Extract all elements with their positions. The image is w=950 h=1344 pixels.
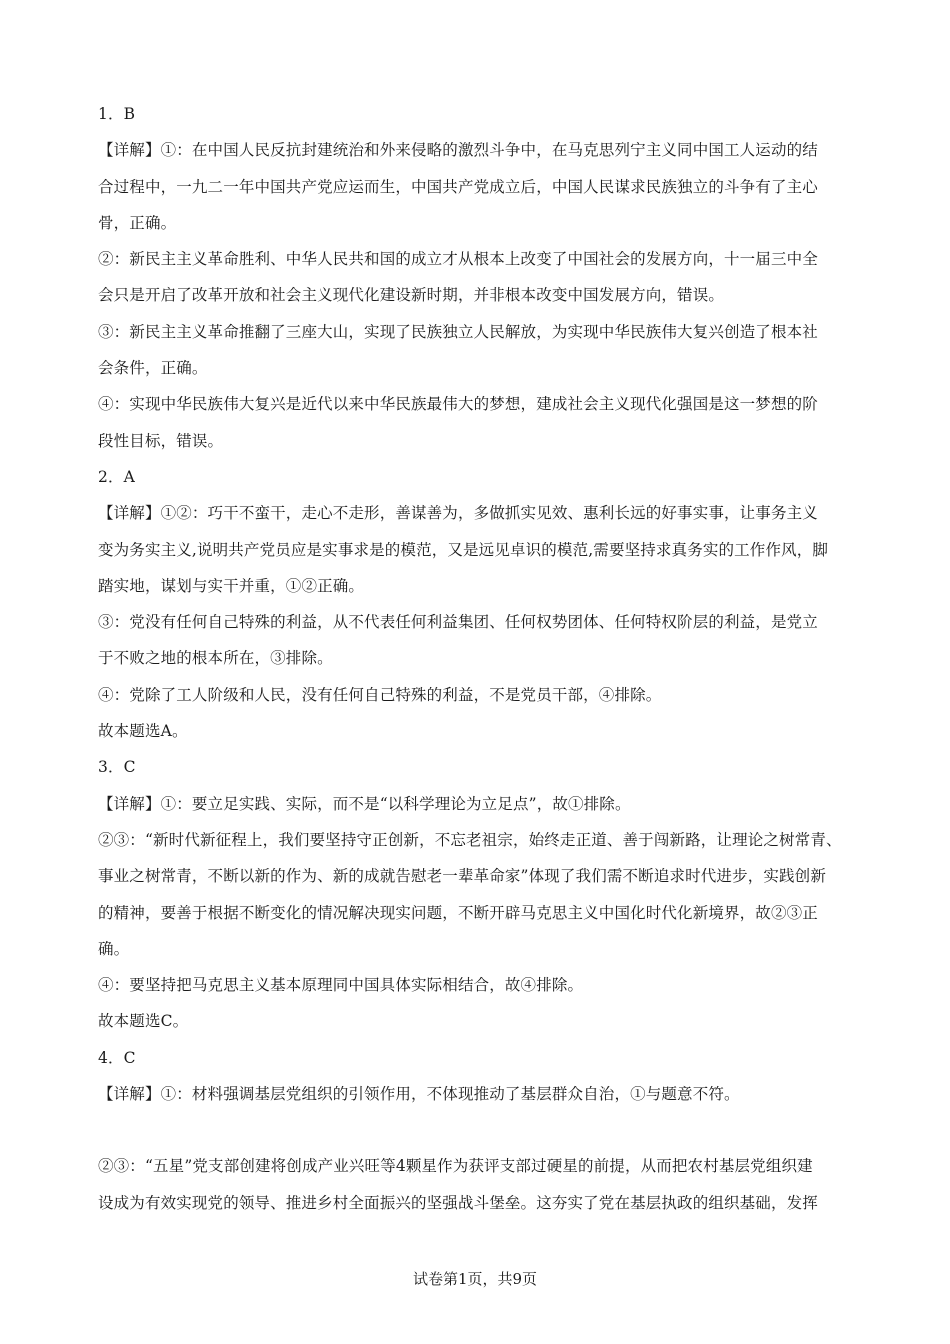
page-footer: 试卷第1页，共9页	[412, 1270, 538, 1288]
text-line: 会只是开启了改革开放和社会主义现代化建设新时期，并非根本改变中国发展方向，错误。	[98, 286, 725, 305]
text-line: 骨，正确。	[98, 213, 177, 232]
text-line: 【详解】①②：巧干不蛮干，走心不走形，善谋善为，多做抓实见效、惠利长远的好事实事，让事务主义	[98, 504, 818, 523]
text-line: 3．C	[98, 758, 136, 777]
text-line: 的精神，要善于根据不断变化的情况解决现实问题，不断开辟马克思主义中国化时代化新境界，故②③正	[98, 903, 818, 922]
text-line: ④：要坚持把马克思主义基本原理同中国具体实际相结合，故④排除。	[98, 976, 584, 995]
text-line: 确。	[98, 939, 130, 958]
text-line: ④：实现中华民族伟大复兴是近代以来中华民族最伟大的梦想，建成社会主义现代化强国是这一梦想的阶	[98, 395, 818, 414]
text-line: 段性目标，错误。	[98, 431, 224, 450]
text-line: ③：新民主主义革命推翻了三座大山，实现了民族独立人民解放，为实现中华民族伟大复兴创造了根本社	[98, 322, 818, 341]
text-line: ④：党除了工人阶级和人民，没有任何自己特殊的利益，不是党员干部，④排除。	[98, 685, 662, 704]
text-line: ②：新民主主义革命胜利、中华人民共和国的成立才从根本上改变了中国社会的发展方向，十一届三中全	[98, 250, 818, 269]
text-line: 【详解】①：材料强调基层党组织的引领作用，不体现推动了基层群众自治，①与题意不符。	[98, 1085, 740, 1104]
text-line: 故本题选C。	[98, 1012, 189, 1031]
text-line: 于不败之地的根本所在，③排除。	[98, 649, 333, 668]
text-line: 【详解】①：在中国人民反抗封建统治和外来侵略的激烈斗争中，在马克思列宁主义同中国工人运动的结	[98, 141, 818, 160]
text-line: ②③：“五星”党支部创建将创成产业兴旺等4颗星作为获评支部过硬星的前提，从而把农村基层党组织建	[98, 1157, 813, 1176]
text-line: 合过程中，一九二一年中国共产党应运而生，中国共产党成立后，中国人民谋求民族独立的斗争有了主心	[98, 177, 818, 196]
text-line: 设成为有效实现党的领导、推进乡村全面振兴的坚强战斗堡垒。这夯实了党在基层执政的组织基础，发挥	[98, 1193, 818, 1212]
text-line: 踏实地，谋划与实干并重，①②正确。	[98, 576, 365, 595]
answer-lines-bottom	[98, 1148, 854, 1221]
answer-content	[98, 96, 854, 1221]
text-line: 【详解】①：要立足实践、实际，而不是“以科学理论为立足点”，故①排除。	[98, 794, 631, 813]
text-line: 4．C	[98, 1048, 136, 1067]
text-line: 2．A	[98, 467, 136, 486]
paragraph-gap	[98, 1112, 854, 1148]
text-line: 事业之树常青，不断以新的作为、新的成就告慰老一辈革命家”体现了我们需不断追求时代进步，实践创新	[98, 867, 826, 886]
text-line: 会条件，正确。	[98, 359, 208, 378]
text-line: ②③：“新时代新征程上，我们要坚持守正创新，不忘老祖宗，始终走正道、善于闯新路，让理论之树常青、	[98, 830, 842, 849]
text-line: 故本题选A。	[98, 722, 188, 741]
text-line: 变为务实主义,说明共产党员应是实事求是的模范，又是远见卓识的模范,需要坚持求真务实的工作作风，脚	[98, 540, 829, 559]
text-line: 1．B	[98, 105, 136, 123]
answer-lines-top	[98, 96, 854, 1112]
text-line: ③：党没有任何自己特殊的利益，从不代表任何利益集团、任何权势团体、任何特权阶层的利益，是党立	[98, 613, 818, 632]
